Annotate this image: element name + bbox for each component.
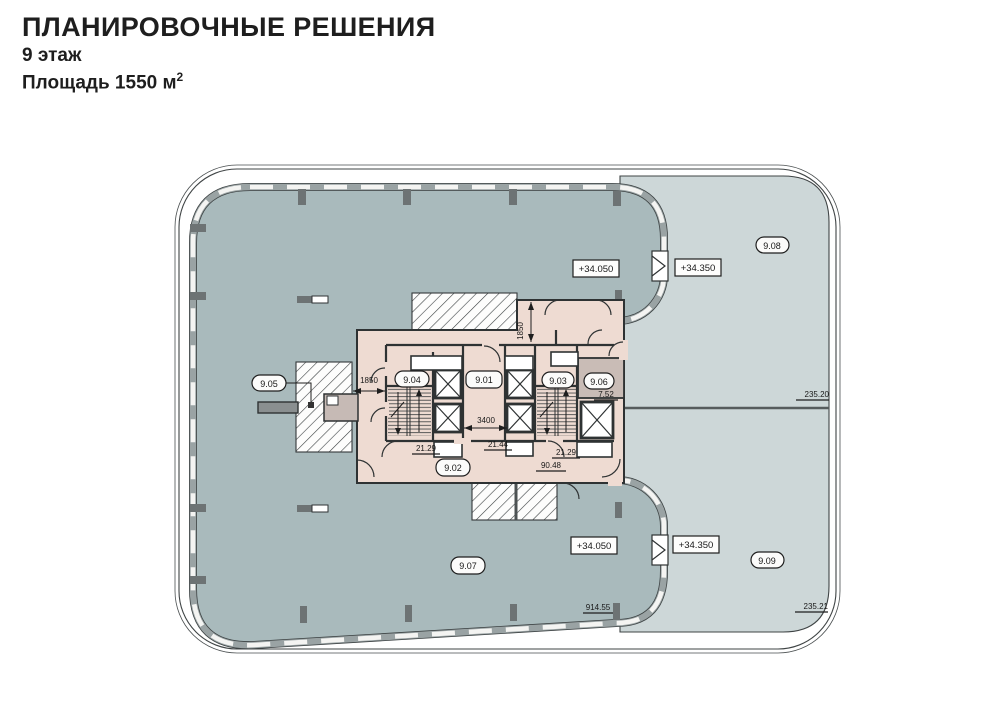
room-label-9-01: [466, 371, 502, 388]
svg-text:21.29: 21.29: [415, 444, 437, 453]
svg-text:21.29: 21.29: [555, 448, 577, 457]
svg-text:9.02: 9.02: [444, 463, 462, 473]
svg-text:+34.050: +34.050: [576, 541, 612, 552]
room-label-9-04: [395, 371, 429, 387]
stair-right: [537, 387, 576, 436]
svg-text:9.01: 9.01: [475, 375, 493, 385]
room-label-9-02: [436, 459, 470, 476]
svg-text:914.55: 914.55: [585, 603, 611, 612]
stair-left: [388, 387, 431, 436]
room-label-9-07: [451, 557, 485, 574]
area-superscript: 2: [176, 69, 184, 84]
svg-text:7.52: 7.52: [598, 390, 614, 399]
svg-text:1850: 1850: [360, 376, 378, 385]
svg-text:235.21: 235.21: [803, 602, 828, 611]
area-text: Площадь 1550 м: [22, 72, 177, 94]
header-block: [22, 12, 436, 96]
elevation-top-right: [675, 259, 721, 276]
svg-text:9.08: 9.08: [763, 241, 781, 251]
dim-2144: [484, 440, 512, 450]
svg-text:9.06: 9.06: [590, 377, 608, 387]
svg-text:9.09: 9.09: [758, 556, 776, 566]
svg-text:90.48: 90.48: [540, 461, 562, 470]
svg-text:+34.350: +34.350: [678, 540, 714, 551]
svg-text:+34.050: +34.050: [578, 264, 614, 275]
svg-text:1850: 1850: [516, 322, 525, 340]
elevation-top-left: [573, 260, 619, 277]
svg-text:+34.350: +34.350: [680, 263, 716, 274]
svg-text:9.07: 9.07: [459, 561, 477, 571]
dim-2129-right: [552, 448, 580, 458]
dim-91455: [583, 603, 613, 613]
svg-text:9.04: 9.04: [403, 375, 421, 385]
svg-text:3400: 3400: [477, 416, 495, 425]
elevation-bottom-right: [673, 536, 719, 553]
svg-text:9.03: 9.03: [549, 376, 567, 386]
svg-text:235.20: 235.20: [804, 390, 829, 399]
page-title: ПЛАНИРОВОЧНЫЕ РЕШЕНИЯ: [22, 12, 436, 42]
area-subtitle: [22, 69, 436, 96]
floor-subtitle: 9 этаж: [22, 45, 82, 67]
room-label-9-05: [252, 375, 286, 391]
room-label-9-09: [751, 552, 784, 568]
room-label-9-03: [542, 372, 574, 388]
room-label-9-06: [584, 373, 614, 389]
elevation-bottom-left: [571, 537, 617, 554]
svg-text:21.44: 21.44: [487, 440, 509, 449]
dim-2129-left: [412, 444, 440, 454]
svg-text:9.05: 9.05: [260, 379, 278, 389]
room-label-9-08: [756, 237, 789, 253]
